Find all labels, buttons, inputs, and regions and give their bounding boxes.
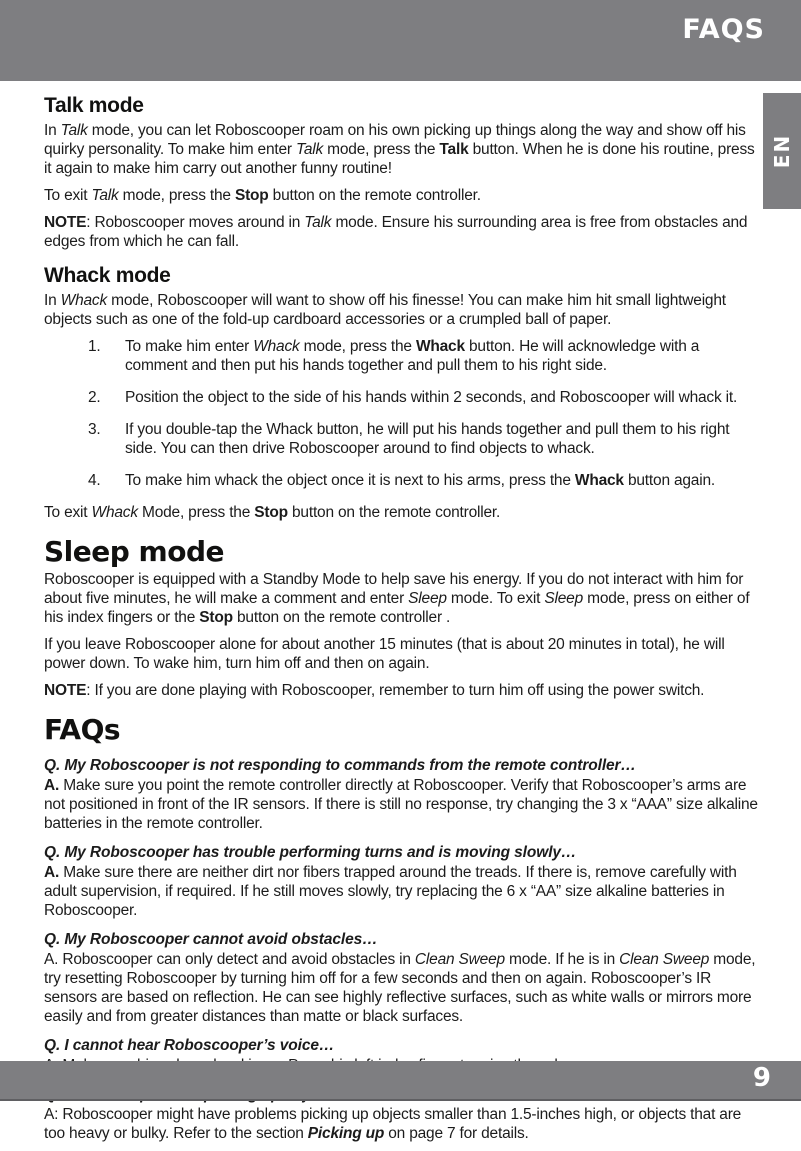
text-segment: mode, you can let Roboscooper roam on his own picking up things along the way and show off his quirky personality. To make him enter (44, 122, 746, 158)
paragraph (44, 681, 760, 700)
section-sleep-mode (44, 535, 760, 700)
list-item-number: 4. (88, 472, 101, 489)
text-segment: A. (44, 777, 60, 794)
text-segment: Stop (199, 609, 233, 626)
list-item-number: 2. (88, 389, 101, 406)
text-segment: If you leave Roboscooper alone for about another 15 minutes (that is about 20 minutes in total), he will power down. To wake him, turn him off and then on again. (44, 636, 725, 672)
text-segment: button on the remote controller. (287, 504, 501, 521)
paragraph (44, 950, 760, 1026)
text-segment: Whack (253, 338, 300, 355)
text-segment: button on the remote controller. (268, 187, 481, 204)
text-segment: To exit (44, 187, 92, 204)
text-segment: mode, press the (323, 141, 440, 158)
section-talk-mode (44, 94, 760, 251)
paragraph (44, 291, 760, 329)
text-segment: : Roboscooper moves around in (86, 214, 305, 231)
text-segment: If you double-tap the Whack button, he will put his hands together and pull them to his right side. You can then drive Roboscooper around to find objects to whack. (125, 421, 730, 457)
section-heading-faqs: FAQs (44, 713, 121, 746)
text-segment: Clean Sweep (619, 951, 710, 968)
text-segment: mode, Roboscooper will want to show off his finesse! You can make him hit small lightweight objects such as one of the fold-up cardboard accessories or a crumpled ball of paper. (44, 292, 726, 328)
numbered-list-item (44, 388, 760, 407)
text-segment: : If you are done playing with Roboscooper, remember to turn him off using the power switch. (86, 682, 705, 699)
text-segment: NOTE (44, 214, 87, 231)
language-tab-label: EN (770, 133, 794, 169)
list-item-number: 1. (88, 338, 101, 355)
text-segment: To make him whack the object once it is next to his arms, press the (125, 472, 575, 489)
paragraph (44, 1105, 760, 1143)
text-segment: Whack (91, 504, 138, 521)
text-segment: on page 7 for details. (384, 1125, 529, 1142)
text-segment: Talk (91, 187, 119, 204)
section-heading-talk-mode: Talk mode (44, 94, 144, 117)
text-segment: button. When he is done his routine, press it again to make him carry out another funny routine! (44, 141, 755, 177)
list-item-text (125, 420, 760, 458)
faq-question (44, 843, 760, 862)
text-segment: Stop (254, 504, 288, 521)
paragraph (44, 635, 760, 673)
text-segment: mode. To exit (446, 590, 545, 607)
text-segment: button again. (623, 472, 715, 489)
text-segment: mode, press on either of his index fingers or the (44, 590, 750, 626)
text-segment: To make him enter (125, 338, 254, 355)
text-segment: mode, press the (299, 338, 416, 355)
text-segment: A. Roboscooper can only detect and avoid obstacles in (44, 951, 415, 968)
section-whack-mode (44, 264, 760, 522)
page-content (44, 81, 760, 1151)
text-segment: Make sure there are neither dirt nor fibers trapped around the treads. If there is, remove carefully with adult supervision, if required. If he still moves slowly, try replacing the 6 x “AA” size alkaline batteries in Roboscooper. (44, 864, 737, 919)
text-segment: Roboscooper is equipped with a Standby Mode to help save his energy. If you do not interact with him for about five minutes, he will make a comment and enter (44, 571, 744, 607)
page-header-title: FAQS (682, 14, 765, 45)
numbered-list-item (44, 337, 760, 375)
text-segment: mode, try resetting Roboscooper by turning him off for a few seconds and then on again. Roboscooper’s IR sensors are based on reflection. He can see highly reflective surfaces, such as white walls or mirrors more easily and from greater distances than matte or black surfaces. (44, 951, 756, 1025)
text-segment: Stop (234, 187, 269, 204)
text-segment: mode, press the (118, 187, 235, 204)
numbered-list-item (44, 471, 760, 490)
text-segment: Position the object to the side of his hands within 2 seconds, and Roboscooper will whack it. (125, 389, 738, 406)
text-segment: A. (44, 864, 60, 881)
paragraph (44, 503, 760, 522)
text-segment: button on the remote controller . (232, 609, 451, 626)
text-segment: Make sure you point the remote controller directly at Roboscooper. Verify that Roboscooper’s arms are not positioned in front of the IR sensors. If there is still no response, try changing the 3 x “AAA” size alkaline batteries in the remote controller. (44, 777, 758, 832)
text-segment: NOTE (44, 682, 87, 699)
text-segment: Talk (296, 141, 324, 158)
text-segment: Whack (60, 292, 108, 309)
text-segment: Q. My Roboscooper has trouble performing turns and is moving slowly… (44, 844, 577, 861)
text-segment: button. He will acknowledge with a comment and then put his hands together and pull them to his right side. (125, 338, 700, 374)
numbered-list (44, 337, 760, 490)
section-heading-sleep-mode: Sleep mode (44, 535, 224, 568)
paragraph (44, 863, 760, 920)
text-segment: Talk (304, 214, 332, 231)
text-segment: To exit (44, 504, 92, 521)
text-segment: Mode, press the (137, 504, 255, 521)
list-item-text (125, 471, 760, 490)
text-segment: In (44, 122, 61, 139)
paragraph (44, 213, 760, 251)
faq-question (44, 930, 760, 949)
text-segment: In (44, 292, 61, 309)
faq-question (44, 756, 760, 775)
section-heading-whack-mode: Whack mode (44, 264, 171, 287)
list-item-text (125, 337, 760, 375)
paragraph (44, 570, 760, 627)
text-segment: mode. If he is in (504, 951, 620, 968)
page-footer-band (0, 1061, 801, 1101)
numbered-list-item (44, 420, 760, 458)
list-item-number: 3. (88, 421, 101, 438)
page-header-band (0, 0, 801, 81)
text-segment: Clean Sweep (414, 951, 505, 968)
text-segment: Q. I cannot hear Roboscooper’s voice… (44, 1037, 335, 1054)
text-segment: Sleep (408, 590, 447, 607)
page-number: 9 (752, 1063, 771, 1093)
list-item-text (125, 388, 760, 407)
text-segment: Q. My Roboscooper cannot avoid obstacles… (44, 931, 378, 948)
text-segment: Picking up (307, 1125, 385, 1142)
paragraph (44, 186, 760, 205)
faq-question (44, 1036, 760, 1055)
paragraph (44, 121, 760, 178)
text-segment: Talk (439, 141, 469, 158)
text-segment: Whack (415, 338, 465, 355)
text-segment: mode. Ensure his surrounding area is free from obstacles and edges from which he can fall. (44, 214, 748, 250)
text-segment: Talk (60, 122, 88, 139)
text-segment: Q. My Roboscooper is not responding to commands from the remote controller… (44, 757, 636, 774)
language-tab-en (763, 93, 801, 209)
text-segment: Whack (574, 472, 624, 489)
text-segment: A: Roboscooper might have problems picking up objects smaller than 1.5-inches high, or objects that are too heavy or bulky. Refer to the section (44, 1106, 742, 1142)
text-segment: Sleep (544, 590, 583, 607)
paragraph (44, 776, 760, 833)
